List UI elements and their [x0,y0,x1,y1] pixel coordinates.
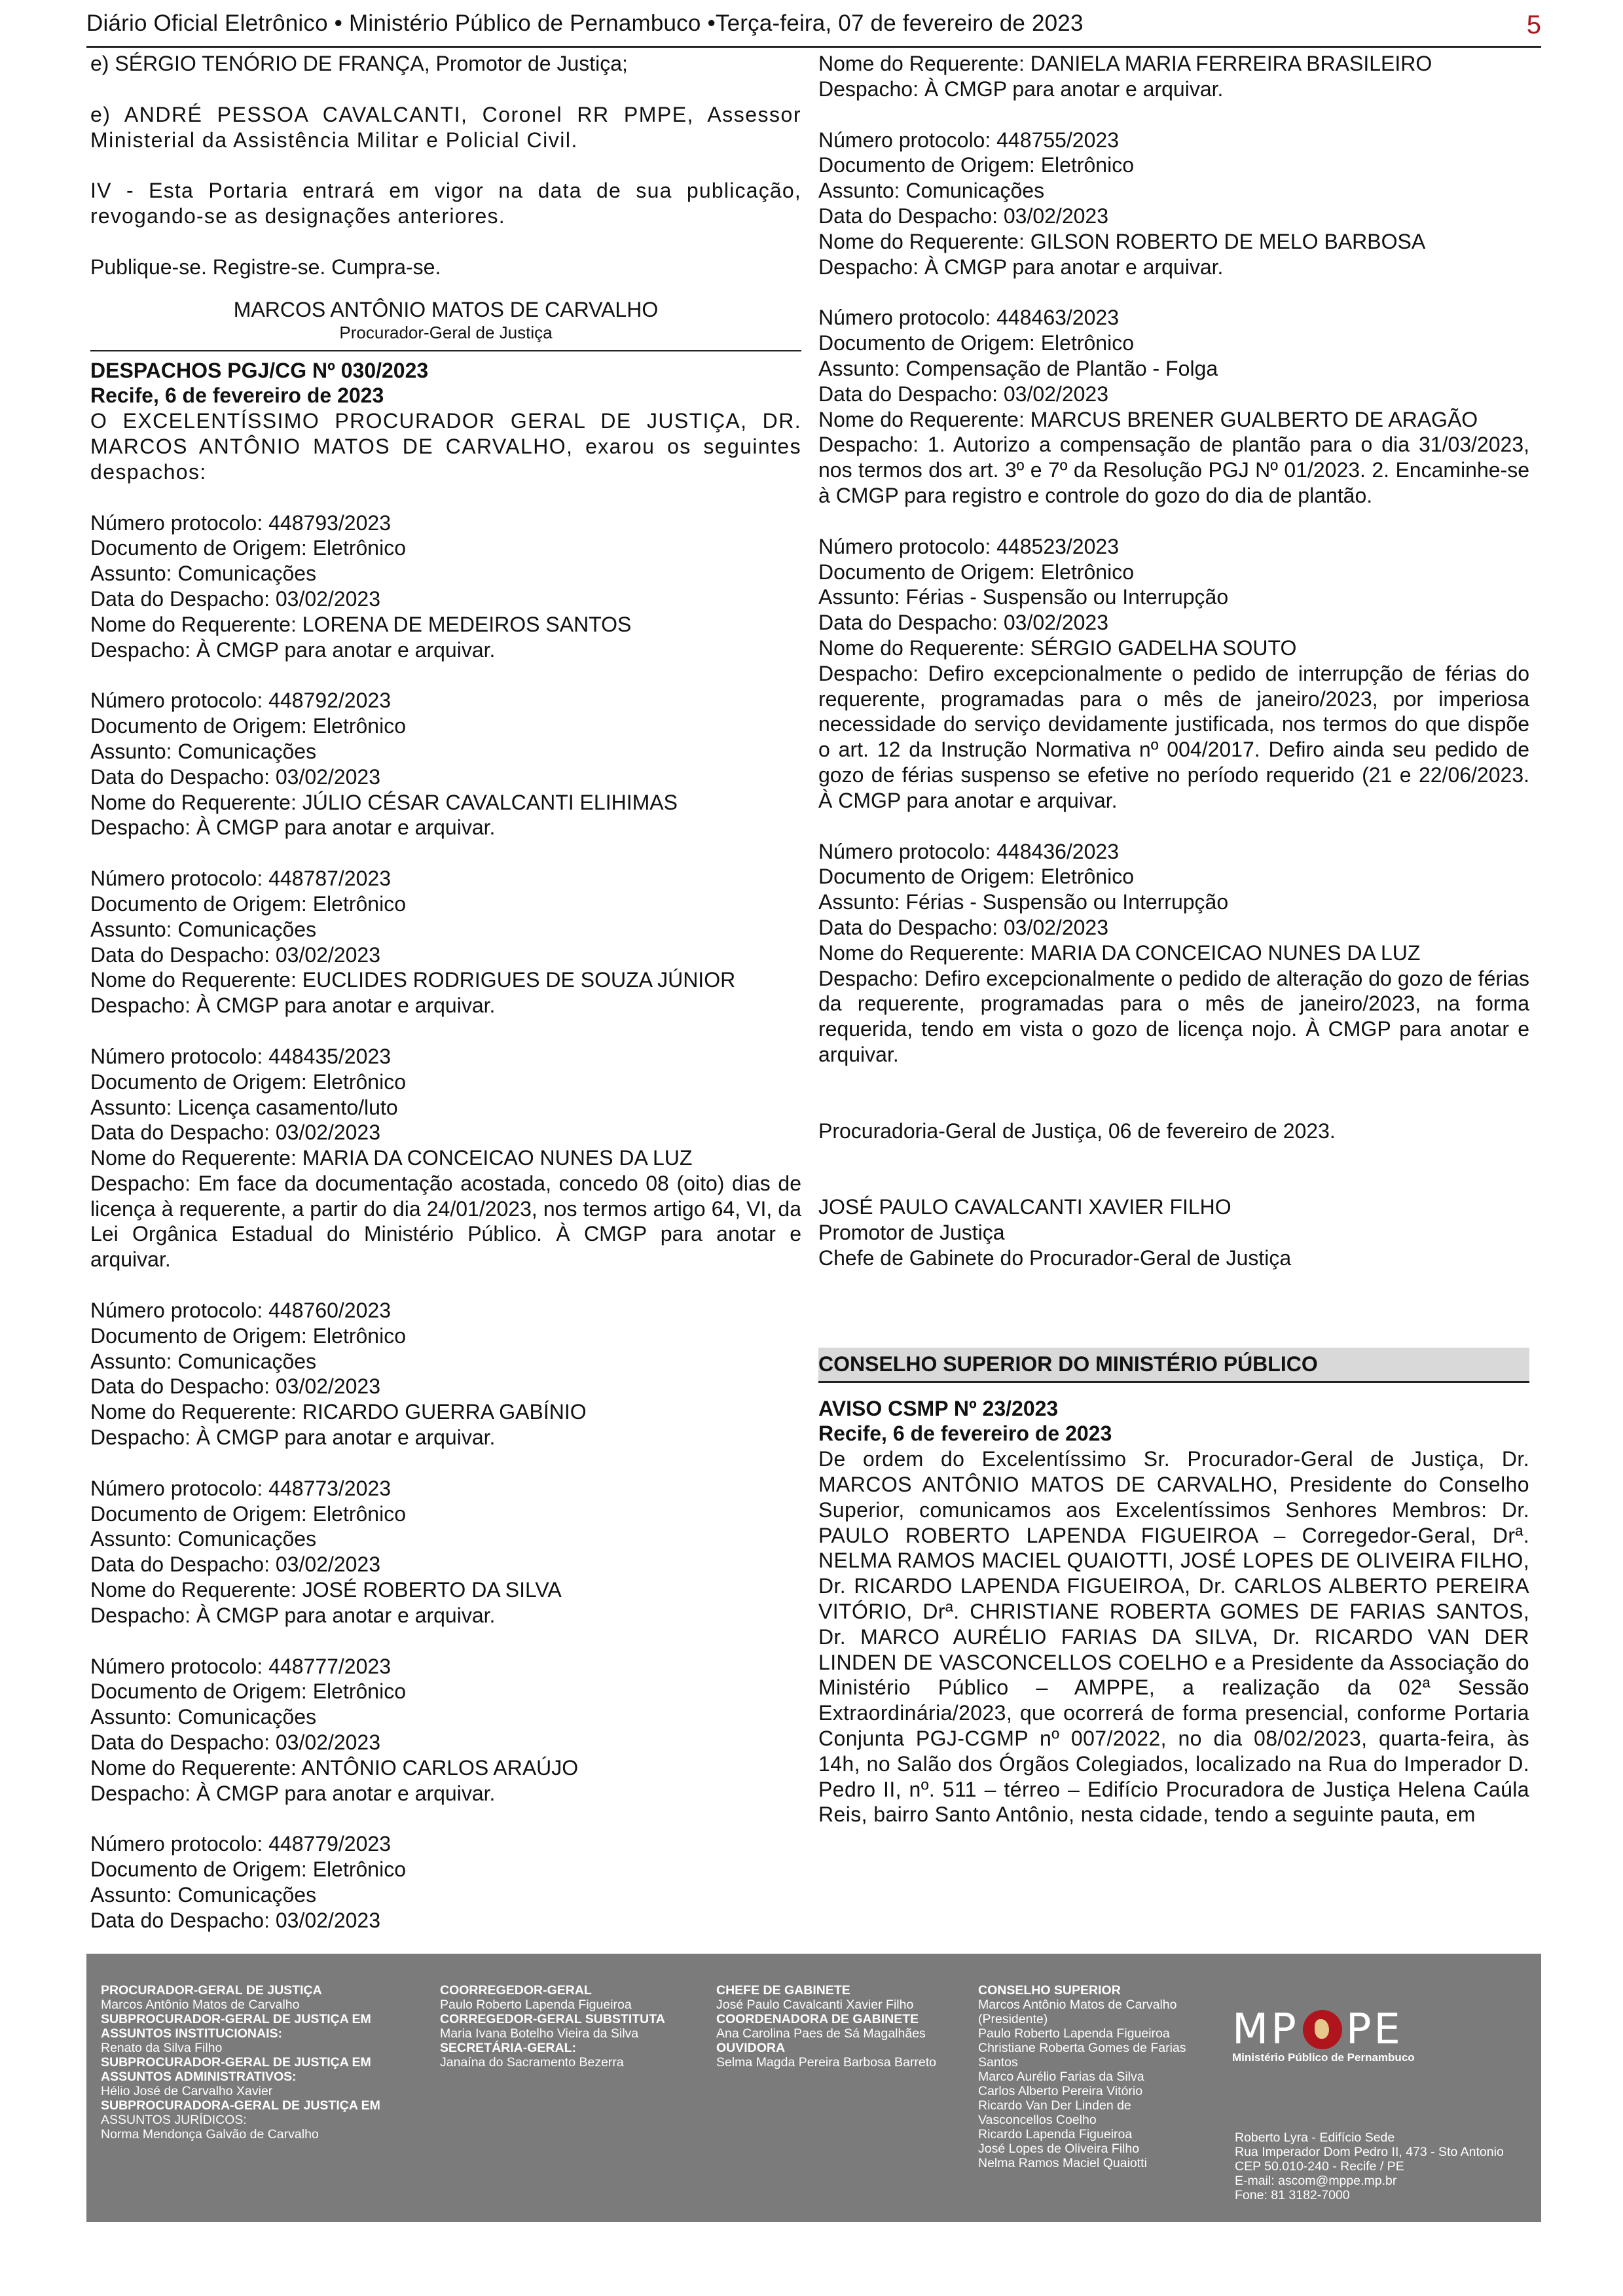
entry-line: Assunto: Comunicações [90,1349,317,1373]
despachos-list [90,511,801,1933]
footer-line: COORDENADORA DE GABINETE [716,2012,919,2026]
entry-line: Nome do Requerente: RICARDO GUERRA GABÍNIO [90,1400,587,1424]
left-column [90,51,801,1933]
entry-line: Número protocolo: 448779/2023 [90,1832,391,1856]
despachos-intro: O EXCELENTÍSSIMO PROCURADOR GERAL DE JUSTIÇA, DR. MARCOS ANTÔNIO MATOS DE CARVALHO, exarou os seguintes despachos: [90,409,801,484]
divider [90,350,801,351]
entry-line: Despacho: À CMGP para anotar e arquivar. [818,255,1224,279]
footer-col-corregedoria [440,1983,702,2070]
footer-line: SECRETÁRIA-GERAL: [440,2041,576,2055]
footer-line: Nelma Ramos Maciel Quaiotti [978,2156,1147,2170]
despacho-entry [90,511,801,663]
entry-line: Assunto: Comunicações [90,1527,317,1551]
entry-line: Data do Despacho: 03/02/2023 [90,586,380,611]
entry-line: Documento de Origem: Eletrônico [90,1501,406,1526]
entry-line: Nome do Requerente: JÚLIO CÉSAR CAVALCANTI ELIHIMAS [90,790,678,814]
intro-paragraph: e) ANDRÉ PESSOA CAVALCANTI, Coronel RR PMPE, Assessor Ministerial da Assistência Militar e Policial Civil. [90,102,801,152]
entry-line: Nome do Requerente: MARIA DA CONCEICAO NUNES DA LUZ [90,1146,693,1170]
page-number: 5 [1526,10,1541,39]
entry-line: Nome do Requerente: ANTÔNIO CARLOS ARAÚJO [90,1755,579,1780]
entry-line: Data do Despacho: 03/02/2023 [90,1552,380,1577]
footer-line: Marcos Antônio Matos de Carvalho [978,1998,1177,2012]
footer-line: Janaína do Sacramento Bezerra [440,2055,624,2070]
despacho-entry [90,1831,801,1933]
entry-line: Despacho: Em face da documentação acostada, concedo 08 (oito) dias de licença à requerente, a partir do dia 24/01/2023, nos termos artigo 64, VI, da Lei Orgânica Estadual do Ministério Público. À CMGP para anotar e arquivar. [90,1171,801,1272]
entry-line: Documento de Origem: Eletrônico [818,865,1134,889]
entry-line: Documento de Origem: Eletrônico [90,1069,406,1094]
entry-line: Despacho: À CMGP para anotar e arquivar. [90,1781,496,1805]
entry-line: Número protocolo: 448793/2023 [90,511,391,535]
footer-line: Maria Ivana Botelho Vieira da Silva [440,2026,639,2041]
footer-line: CONSELHO SUPERIOR [978,1983,1121,1998]
entry-line: Data do Despacho: 03/02/2023 [90,1908,380,1932]
entry-line: Número protocolo: 448773/2023 [90,1476,391,1500]
entry-line: Nome do Requerente: LORENA DE MEDEIROS SANTOS [90,612,632,636]
footer-address [1235,2130,1504,2202]
despacho-entry [90,1654,801,1806]
entry-line: Despacho: À CMGP para anotar e arquivar. [818,77,1224,101]
address-line: E-mail: ascom@mppe.mp.br [1235,2174,1397,2188]
logo-text-left: MP [1232,2005,1299,2054]
footer-line: Paulo Roberto Lapenda Figueiroa [978,2026,1170,2041]
entry-line: Despacho: À CMGP para anotar e arquivar. [90,816,496,840]
despachos-date: Recife, 6 de fevereiro de 2023 [90,384,384,408]
entry-line: Data do Despacho: 03/02/2023 [90,764,380,789]
footer-line: Norma Mendonça Galvão de Carvalho [101,2127,319,2142]
entry-line: Documento de Origem: Eletrônico [90,536,406,560]
entry-line: Despacho: Defiro excepcionalmente o pedido de interrupção de férias do requerente, programadas para o mês de janeiro/2023, por imperiosa necessidade do serviço devidamente justificada, nos termos do que dispõe o art. 12 da Instrução Normativa nº 004/2017. Defiro ainda seu pedido de gozo de férias suspenso se efetive no período requerido (21 e 22/06/2023. À CMGP para anotar e arquivar. [818,661,1529,812]
address-line: CEP 50.010-240 - Recife / PE [1235,2159,1404,2174]
entry-line: Data do Despacho: 03/02/2023 [818,382,1108,406]
entry-line: Número protocolo: 448523/2023 [818,534,1119,558]
entry-line: Assunto: Comunicações [90,917,317,941]
footer-line: SUBPROCURADOR-GERAL DE JUSTIÇA EM [101,2055,371,2070]
entry-line: Assunto: Compensação de Plantão - Folga [818,356,1218,380]
entry-line: Número protocolo: 448463/2023 [818,306,1119,330]
entry-line: Data do Despacho: 03/02/2023 [90,1121,380,1145]
entry-line: Data do Despacho: 03/02/2023 [818,204,1108,228]
entry-line: Assunto: Comunicações [90,1883,317,1907]
footer-line: Ricardo Van Der Linden de [978,2098,1131,2113]
footer-line: José Lopes de Oliveira Filho [978,2142,1140,2156]
entry-line: Despacho: À CMGP para anotar e arquivar. [90,1603,496,1627]
entry-line: Despacho: À CMGP para anotar e arquivar. [90,637,496,662]
logo-subtitle: Ministério Público de Pernambuco [1232,2051,1415,2064]
intro-paragraph: Publique-se. Registre-se. Cumpra-se. [90,255,441,279]
entry-line: Documento de Origem: Eletrônico [90,891,406,916]
entry-line: Número protocolo: 448787/2023 [90,867,391,891]
entry-line: Despacho: 1. Autorizo a compensação de plantão para o dia 31/03/2023, nos termos dos art. 3º e 7º da Resolução PGJ Nº 01/2023. 2. Encaminhe-se à CMGP para registro e controle do gozo do dia de plantão. [818,433,1529,507]
footer-line: OUVIDORA [716,2041,786,2055]
signature-block [90,297,801,342]
entry-line: Documento de Origem: Eletrônico [818,560,1134,584]
despacho-entry [90,1044,801,1272]
entry-line: Assunto: Comunicações [818,179,1045,203]
footer-line: Selma Magda Pereira Barbosa Barreto [716,2055,937,2070]
entry-line: Nome do Requerente: EUCLIDES RODRIGUES DE SOUZA JÚNIOR [90,968,736,992]
closing-signer-role: Promotor de Justiça [818,1221,1005,1245]
despacho-entry [90,866,801,1018]
footer-line: Christiane Roberta Gomes de Farias [978,2041,1186,2055]
footer-line: Marco Aurélio Farias da Silva [978,2070,1144,2084]
closing-place: Procuradoria-Geral de Justiça, 06 de fevereiro de 2023. [818,1119,1336,1143]
mppe-logo [1232,2005,1468,2065]
entry-line: Data do Despacho: 03/02/2023 [90,1731,380,1755]
footer-line: José Paulo Cavalcanti Xavier Filho [716,1998,914,2012]
entry-line: Nome do Requerente: GILSON ROBERTO DE MELO BARBOSA [818,229,1426,253]
right-column [818,51,1529,1827]
entry-line: Documento de Origem: Eletrônico [90,1323,406,1348]
closing-signer-office: Chefe de Gabinete do Procurador-Geral de Justiça [818,1246,1292,1270]
entry-line: Número protocolo: 448755/2023 [818,128,1119,152]
entry-line: Data do Despacho: 03/02/2023 [818,915,1108,939]
despacho-entry [90,1476,801,1628]
entry-line: Documento de Origem: Eletrônico [818,331,1134,355]
closing-signer-name: JOSÉ PAULO CAVALCANTI XAVIER FILHO [818,1195,1231,1219]
footer-line: CORREGEDOR-GERAL SUBSTITUTA [440,2012,665,2026]
despacho-entry [818,305,1529,508]
entry-line: Número protocolo: 448435/2023 [90,1044,391,1068]
footer-line: Paulo Roberto Lapenda Figueiroa [440,1998,632,2012]
entry-line: Documento de Origem: Eletrônico [90,1679,406,1704]
intro-paragraph: e) SÉRGIO TENÓRIO DE FRANÇA, Promotor de Justiça; [90,52,628,75]
despachos-title: DESPACHOS PGJ/CG Nº 030/2023 [90,358,429,382]
entry-line: Assunto: Licença casamento/luto [90,1095,398,1119]
footer-line: ASSUNTOS ADMINISTRATIVOS: [101,2070,297,2084]
entry-line: Documento de Origem: Eletrônico [818,153,1134,177]
entry-line: Despacho: À CMGP para anotar e arquivar. [90,994,496,1018]
entry-line: Número protocolo: 448792/2023 [90,689,391,713]
logo-emblem-icon [1303,2010,1342,2049]
entry-line: Número protocolo: 448436/2023 [818,839,1119,863]
entry-line: Nome do Requerente: DANIELA MARIA FERREIRA BRASILEIRO [818,52,1432,75]
footer [86,1954,1541,2222]
entry-line: Despacho: Defiro excepcionalmente o pedido de alteração do gozo de férias da requerente, programadas para o mês de janeiro/2023, na forma requerida, tendo em vista o gozo de licença nojo. À CMGP para anotar e arquivar. [818,966,1529,1066]
entry-line: Número protocolo: 448777/2023 [90,1654,391,1678]
footer-line: ASSUNTOS JURÍDICOS: [101,2113,247,2127]
footer-line: Hélio José de Carvalho Xavier [101,2084,273,2098]
entry-line: Assunto: Férias - Suspensão ou Interrupção [818,890,1229,914]
footer-col-leadership [101,1983,428,2142]
despacho-entry [818,839,1529,1067]
footer-line: Vasconcellos Coelho [978,2113,1097,2127]
entry-line: Número protocolo: 448760/2023 [90,1299,391,1323]
aviso-date: Recife, 6 de fevereiro de 2023 [818,1422,1112,1446]
signer-role: Procurador-Geral de Justiça [339,322,553,342]
footer-line: Marcos Antônio Matos de Carvalho [101,1998,300,2012]
intro-paragraph: IV - Esta Portaria entrará em vigor na data de sua publicação, revogando-se as designações anteriores. [90,179,801,228]
entry-line: Assunto: Férias - Suspensão ou Interrupção [818,585,1229,609]
address-line: Roberto Lyra - Edifício Sede [1235,2130,1395,2145]
logo-text-right: PE [1345,2005,1403,2054]
despacho-entry [818,534,1529,814]
entry-line: Documento de Origem: Eletrônico [90,1857,406,1882]
entry-line: Data do Despacho: 03/02/2023 [818,611,1108,635]
footer-col-conselho [978,1983,1214,2170]
entry-line: Assunto: Comunicações [90,739,317,763]
aviso-text: De ordem do Excelentíssimo Sr. Procurador-Geral de Justiça, Dr. MARCOS ANTÔNIO MATOS DE CARVALHO, Presidente do Conselho Superior, comunicamos aos Excelentíssimos Senhores Membros: Dr. PAULO ROBERTO LAPENDA FIGUEIROA – Corregedor-Geral, Drª. NELMA RAMOS MACIEL QUAIOTTI, JOSÉ LOPES DE OLIVEIRA FILHO, Dr. RICARDO LAPENDA FIGUEIROA, Dr. CARLOS ALBERTO PEREIRA VITÓRIO, Drª. CHRISTIANE ROBERTA GOMES DE FARIAS SANTOS, Dr. MARCO AURÉLIO FARIAS DA SILVA, Dr. RICARDO VAN DER LINDEN DE VASCONCELLOS COELHO e a Presidente da Associação do Ministério Público – AMPPE, a realização da 02ª Sessão Extraordinária/2023, que ocorrerá de forma presencial, conforme Portaria Conjunta PGJ-CGMP nº 007/2022, no dia 08/02/2023, quarta-feira, às 14h, no Salão dos Órgãos Colegiados, localizado na Rua do Imperador D. Pedro II, nº. 511 – térreo – Edifício Procuradora de Justiça Helena Caúla Reis, bairro Santo Antônio, nesta cidade, tendo a seguinte pauta, em [818,1447,1529,1827]
footer-line: PROCURADOR-GERAL DE JUSTIÇA [101,1983,322,1998]
footer-line: Santos [978,2055,1018,2070]
despachos-list-continued [818,51,1529,1067]
footer-line: Carlos Alberto Pereira Vitório [978,2084,1143,2098]
footer-line: Renato da Silva Filho [101,2041,223,2055]
entry-line: Documento de Origem: Eletrônico [90,714,406,738]
footer-line: CHEFE DE GABINETE [716,1983,850,1998]
entry-line: Nome do Requerente: JOSÉ ROBERTO DA SILVA [90,1578,562,1602]
entry-line: Nome do Requerente: MARCUS BRENER GUALBERTO DE ARAGÃO [818,407,1478,431]
entry-line: Data do Despacho: 03/02/2023 [90,942,380,967]
footer-line: ASSUNTOS INSTITUCIONAIS: [101,2026,282,2041]
despacho-entry [818,51,1529,102]
entry-line: Data do Despacho: 03/02/2023 [90,1374,380,1399]
entry-line: Assunto: Comunicações [90,1705,317,1729]
header-title: Diário Oficial Eletrônico • Ministério Público de Pernambuco •Terça-feira, 07 de fevereiro de 2023 [86,10,1084,36]
address-line: Fone: 81 3182-7000 [1235,2188,1350,2202]
footer-line: Ana Carolina Paes de Sá Magalhães [716,2026,926,2041]
entry-line: Nome do Requerente: MARIA DA CONCEICAO NUNES DA LUZ [818,941,1421,965]
footer-line: SUBPROCURADORA-GERAL DE JUSTIÇA EM [101,2098,380,2113]
despacho-entry [818,128,1529,280]
footer-line: (Presidente) [978,2012,1048,2026]
footer-line: Ricardo Lapenda Figueiroa [978,2127,1133,2142]
entry-line: Nome do Requerente: SÉRGIO GADELHA SOUTO [818,636,1297,660]
entry-line: Despacho: À CMGP para anotar e arquivar. [90,1426,496,1450]
address-line: Rua Imperador Dom Pedro II, 473 - Sto Antonio [1235,2145,1504,2159]
despacho-entry [90,688,801,840]
despacho-entry [90,1298,801,1450]
footer-col-gabinete [716,1983,972,2070]
signer-name: MARCOS ANTÔNIO MATOS DE CARVALHO [233,297,659,321]
entry-line: Assunto: Comunicações [90,562,317,586]
footer-line: SUBPROCURADOR-GERAL DE JUSTIÇA EM [101,2012,371,2026]
aviso-title: AVISO CSMP Nº 23/2023 [818,1396,1059,1420]
section-title: CONSELHO SUPERIOR DO MINISTÉRIO PÚBLICO [818,1348,1529,1383]
footer-line: COORREGEDOR-GERAL [440,1983,592,1998]
page-header [86,5,1541,48]
